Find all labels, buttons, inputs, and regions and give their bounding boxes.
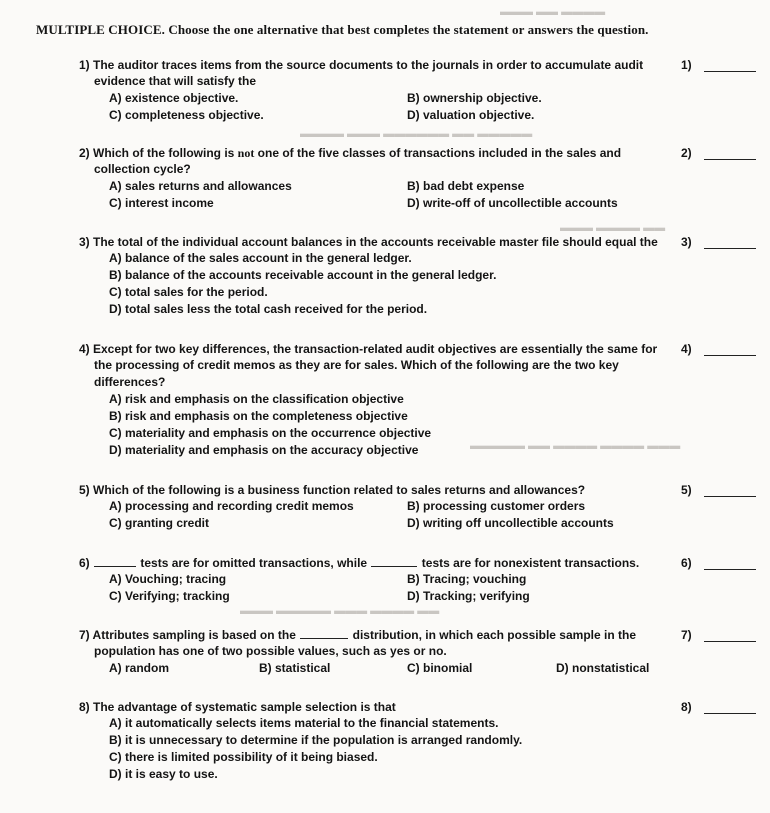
answer-number: 5) bbox=[681, 483, 692, 497]
option-a: A) risk and emphasis on the classification objective bbox=[109, 392, 404, 406]
question-stem-post: one of the five classes of transactions included in the sales and bbox=[254, 146, 622, 160]
answer-blank[interactable] bbox=[704, 248, 756, 249]
question-stem: the processing of credit memos as they are for sales. Which of the following are the two key bbox=[94, 358, 619, 372]
option-b: B) statistical bbox=[259, 661, 331, 675]
fill-in-blank[interactable] bbox=[371, 555, 417, 567]
question-stem-part: tests are for nonexistent transactions. bbox=[421, 556, 640, 570]
option-c: C) granting credit bbox=[109, 516, 210, 530]
question-stem: 5) Which of the following is a business function related to sales returns and allowances? bbox=[79, 483, 586, 497]
option-c: C) completeness objective. bbox=[109, 108, 264, 122]
question-stem: evidence that will satisfy the bbox=[94, 74, 257, 88]
option-d: D) valuation objective. bbox=[407, 108, 535, 122]
fill-in-blank[interactable] bbox=[94, 555, 136, 567]
option-d: D) Tracking; verifying bbox=[407, 589, 530, 603]
option-c: C) materiality and emphasis on the occurrence objective bbox=[109, 426, 432, 440]
option-c: C) there is limited possibility of it being biased. bbox=[109, 750, 378, 764]
option-b: B) processing customer orders bbox=[407, 499, 586, 513]
question-stem-part: 7) Attributes sampling is based on the bbox=[79, 628, 296, 642]
answer-blank[interactable] bbox=[704, 641, 756, 642]
question-stem-part: tests are for omitted transactions, while bbox=[140, 556, 368, 570]
question-stem bbox=[79, 555, 639, 571]
option-b: B) Tracing; vouching bbox=[407, 572, 527, 586]
question-stem: collection cycle? bbox=[94, 162, 191, 176]
answer-blank[interactable] bbox=[704, 71, 756, 72]
option-b: B) balance of the accounts receivable account in the general ledger. bbox=[109, 268, 497, 282]
section-header bbox=[36, 22, 736, 38]
question-stem-part: distribution, in which each possible sample in the bbox=[352, 628, 636, 642]
question-stem: 3) The total of the individual account balances in the accounts receivable master file should equal the bbox=[79, 235, 658, 249]
question-stem bbox=[79, 145, 621, 161]
question-stem: 8) The advantage of systematic sample selection is that bbox=[79, 700, 396, 714]
question-stem: 1) The auditor traces items from the source documents to the journals in order to accumulate audit bbox=[79, 58, 644, 72]
answer-number: 3) bbox=[681, 235, 692, 249]
question-stem: population has one of two possible values, such as yes or no. bbox=[94, 644, 447, 658]
answer-number: 2) bbox=[681, 146, 692, 160]
option-c: C) interest income bbox=[109, 196, 214, 210]
option-a: A) random bbox=[109, 661, 169, 675]
option-d: D) total sales less the total cash received for the period. bbox=[109, 302, 428, 316]
answer-blank[interactable] bbox=[704, 355, 756, 356]
question-stem: differences? bbox=[94, 375, 166, 389]
option-b: B) it is unnecessary to determine if the population is arranged randomly. bbox=[109, 733, 523, 747]
fill-in-blank[interactable] bbox=[300, 627, 348, 639]
option-b: B) ownership objective. bbox=[407, 91, 542, 105]
question-stem-pre: 2) Which of the following is bbox=[79, 146, 238, 160]
option-a: A) balance of the sales account in the general ledger. bbox=[109, 251, 412, 265]
bleed-through-text: ▬▬▬▬ ▬▬▬ ▬▬▬▬▬▬ ▬▬ ▬▬▬▬▬ bbox=[300, 128, 533, 140]
answer-blank[interactable] bbox=[704, 159, 756, 160]
option-b: B) risk and emphasis on the completeness objective bbox=[109, 409, 408, 423]
question-stem: 4) Except for two key differences, the transaction-related audit objectives are essentially the same for bbox=[79, 342, 658, 356]
option-a: A) Vouching; tracing bbox=[109, 572, 227, 586]
option-c: C) total sales for the period. bbox=[109, 285, 268, 299]
option-a: A) sales returns and allowances bbox=[109, 179, 292, 193]
answer-blank[interactable] bbox=[704, 569, 756, 570]
header-lead: MULTIPLE CHOICE. bbox=[36, 22, 165, 37]
option-d: D) materiality and emphasis on the accuracy objective bbox=[109, 443, 419, 457]
option-c: C) Verifying; tracking bbox=[109, 589, 230, 603]
bleed-through-text: ▬▬▬ ▬▬▬▬ ▬▬ bbox=[560, 222, 666, 234]
answer-blank[interactable] bbox=[704, 496, 756, 497]
option-d: D) it is easy to use. bbox=[109, 767, 218, 781]
bleed-through-text: ▬▬▬▬▬ ▬▬ ▬▬▬▬ ▬▬▬▬ ▬▬▬ bbox=[470, 440, 681, 452]
answer-number: 6) bbox=[681, 556, 692, 570]
answer-blank[interactable] bbox=[704, 713, 756, 714]
answer-number: 4) bbox=[681, 342, 692, 356]
answer-number: 7) bbox=[681, 628, 692, 642]
bleed-through-text: ▬▬▬ ▬▬▬▬▬ ▬▬▬ ▬▬▬▬ ▬▬ bbox=[240, 605, 440, 617]
option-d: D) write-off of uncollectible accounts bbox=[407, 196, 618, 210]
bleed-through-text: ▬▬▬ ▬▬ ▬▬▬▬ bbox=[500, 6, 606, 18]
option-d: D) writing off uncollectible accounts bbox=[407, 516, 614, 530]
answer-number: 1) bbox=[681, 58, 692, 72]
option-a: A) existence objective. bbox=[109, 91, 239, 105]
header-instruction: Choose the one alternative that best completes the statement or answers the question. bbox=[168, 22, 649, 37]
question-stem bbox=[79, 627, 636, 643]
option-c: C) binomial bbox=[407, 661, 473, 675]
question-stem-part: 6) bbox=[79, 556, 90, 570]
option-a: A) processing and recording credit memos bbox=[109, 499, 354, 513]
question-stem-emphasis: not bbox=[237, 146, 255, 160]
option-d: D) nonstatistical bbox=[556, 661, 650, 675]
option-a: A) it automatically selects items material to the financial statements. bbox=[109, 716, 499, 730]
option-b: B) bad debt expense bbox=[407, 179, 525, 193]
answer-number: 8) bbox=[681, 700, 692, 714]
